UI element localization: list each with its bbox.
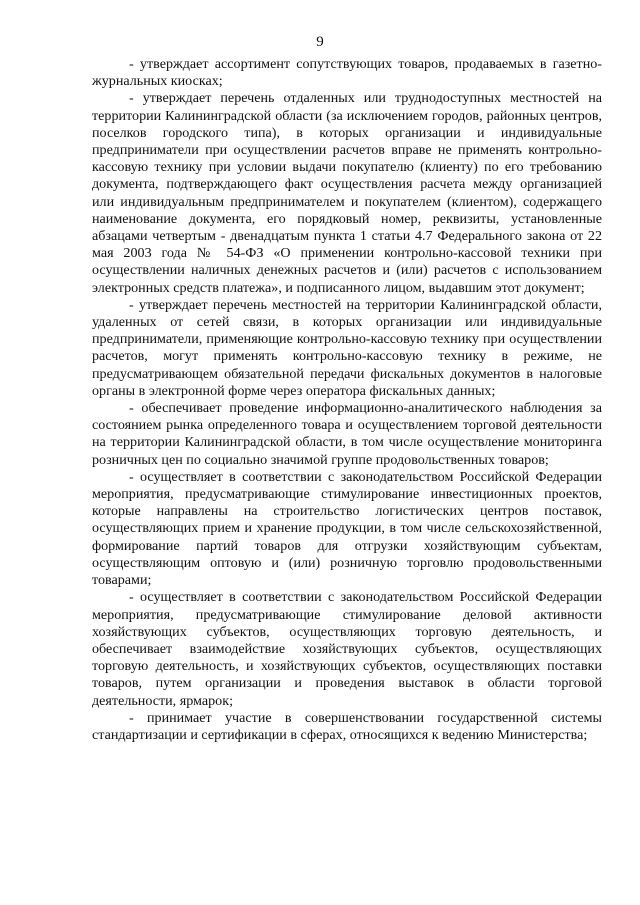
paragraph-4: - обеспечивает проведение информационно-аналитического наблюдения за состоянием рынка определенного товара и осуществлением торговой деятельности на территории Калининградской области, в том числе осуществление мониторинга розничных цен по социально значимой группе продовольственных товаров;	[92, 400, 602, 468]
paragraph-5: - осуществляет в соответствии с законодательством Российской Федерации мероприятия, предусматривающие стимулирование инвестиционных проектов, которые направлены на строительство логистических центров поставок, осуществляющих прием и хранение продукции, в том числе сельскохозяйственной, формирование партий товаров для отгрузки хозяйствующим субъектам, осуществляющим оптовую и (или) розничную торговлю продовольственными товарами;	[92, 468, 602, 589]
document-body	[92, 56, 602, 744]
paragraph-7: - принимает участие в совершенствовании государственной системы стандартизации и сертификации в сферах, относящихся к ведению Министерства;	[92, 709, 602, 743]
paragraph-6: - осуществляет в соответствии с законодательством Российской Федерации мероприятия, предусматривающие стимулирование деловой активности хозяйствующих субъектов, осуществляющих торговую деятельность, и обеспечивает взаимодействие хозяйствующих субъектов, осуществляющих торговую деятельность, и хозяйствующих субъектов, осуществляющих поставки товаров, путем организации и проведения выставок в области торговой деятельности, ярмарок;	[92, 589, 602, 709]
paragraph-1: - утверждает ассортимент сопутствующих товаров, продаваемых в газетно-журнальных киосках;	[92, 56, 602, 90]
page-number: 9	[316, 34, 324, 50]
paragraph-2: - утверждает перечень отдаленных или труднодоступных местностей на территории Калининградской области (за исключением городов, районных центров, поселков городского типа), в которых организации и индивидуальные предприниматели при осуществлении расчетов вправе не применять контрольно-кассовую технику при условии выдачи покупателю (клиенту) по его требованию документа, подтверждающего факт осуществления расчета между организацией или индивидуальным предпринимателем и покупателем (клиентом), содержащего наименование документа, его порядковый номер, реквизиты, установленные абзацами четвертым - двенадцатым пункта 1 статьи 4.7 Федерального закона от 22 мая 2003 года № 54-ФЗ «О применении контрольно-кассовой техники при осуществлении наличных денежных расчетов и (или) расчетов с использованием электронных средств платежа», и подписанного лицом, выдавшим этот документ;	[92, 90, 602, 296]
paragraph-3: - утверждает перечень местностей на территории Калининградской области, удаленных от сетей связи, в которых организации или индивидуальные предприниматели, применяющие контрольно-кассовую технику при осуществлении расчетов, могут применять контрольно-кассовую технику в режиме, не предусматривающем обязательной передачи фискальных документов в налоговые органы в электронной форме через оператора фискальных данных;	[92, 296, 602, 399]
